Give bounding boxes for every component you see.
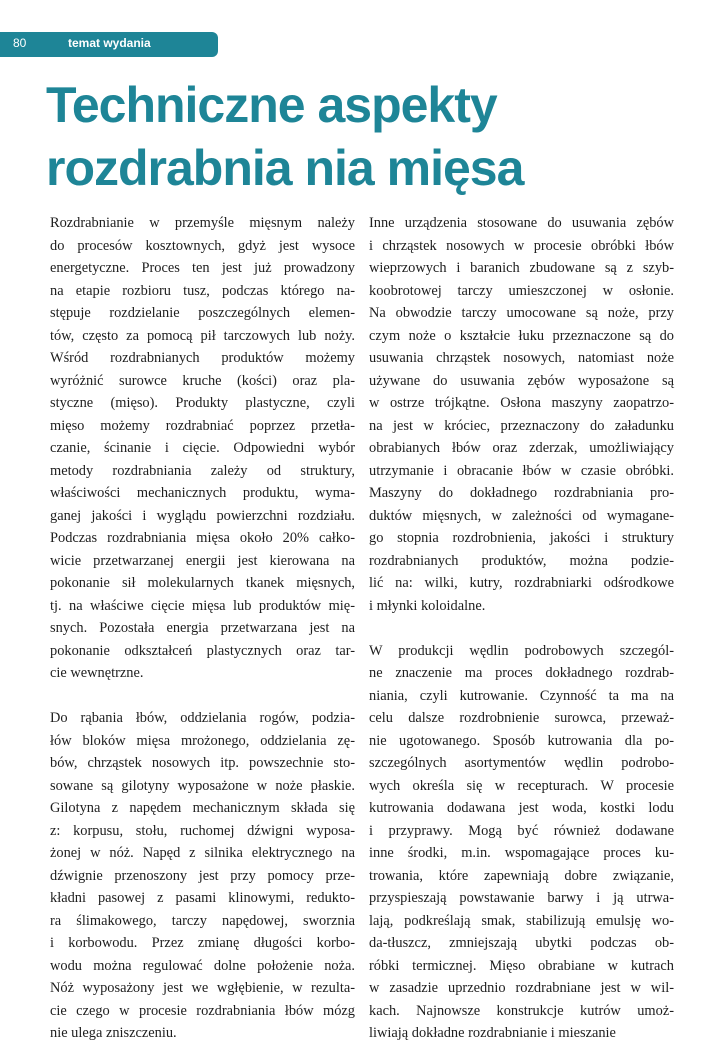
text-line: pokonanie odkształceń plastycznych oraz tar-: [50, 642, 355, 659]
article-title: [46, 74, 686, 200]
text-line: i przyprawy. Mogą być również dodawane: [369, 822, 674, 839]
text-line: wych określa się w recepturach. W procesie: [369, 777, 674, 794]
text-line: utrzymanie i obracanie łbów w czasie obróbki.: [369, 462, 674, 479]
left-column: [50, 212, 355, 1045]
text-line: Inne urządzenia stosowane do usuwania zębów: [369, 215, 674, 231]
text-line: właściwości mechanicznych produktu, wyma-: [50, 485, 355, 501]
text-line: mięso możemy rozdrabniać poprzez przetła-: [50, 417, 355, 434]
text-line: nie ugotowanego. Sposób kutrowania dla po-: [369, 732, 674, 749]
text-line: na etapie rozbioru tusz, podczas którego na-: [50, 282, 355, 299]
text-line: dźwignie przenoszony jest przy pomocy prze-: [50, 867, 355, 884]
text-line: z: korpusu, stołu, ruchomej dźwigni wyposa-: [50, 822, 355, 839]
text-line: koobrotowej tarczy umieszczonej w osłonie.: [369, 282, 674, 299]
page-number: 80: [13, 36, 27, 50]
text-line: Wśród rozdrabnianych produktów możemy: [50, 350, 355, 366]
text-line: duktów mięsnych, w zależności od wymagane-: [369, 507, 674, 524]
text-line: da-tłuszcz, zmniejszają ubytki podczas ob-: [369, 935, 674, 951]
text-line: cie czego w procesie rozdrabniania łbów mózg: [50, 1002, 355, 1019]
text-line: lają, podkreślają smak, stabilizują emulsję wo-: [369, 912, 674, 929]
title-line-2: rozdrabnia nia mięsa: [46, 140, 524, 196]
text-line: tj. na właściwe cięcie mięsa lub produktów mię-: [50, 597, 355, 614]
text-line: lić na: wilki, kutry, rozdrabniarki odśrodkowe: [369, 575, 674, 591]
text-line: ne znaczenie ma proces dokładnego rozdrab-: [369, 665, 674, 681]
right-paragraph-1: [369, 212, 674, 617]
section-label: temat wydania: [68, 36, 151, 50]
text-line: szczególnych asortymentów wędlin podrobo-: [369, 755, 674, 771]
text-line: i korbowodu. Przez zmianę długości korbo-: [50, 935, 355, 951]
text-line: i młynki koloidalne.: [369, 597, 486, 614]
right-paragraph-2: [369, 640, 674, 1045]
text-line: styczne (mięso). Produkty plastyczne, czyli: [50, 395, 355, 411]
text-line: usuwania chrząstek nosowych, natomiast noże: [369, 350, 674, 366]
text-line: Gilotyna z napędem mechanicznym składa się: [50, 800, 355, 816]
text-line: ra ślimakowego, tarczy napędowej, sworznia: [50, 912, 355, 929]
text-line: i chrząstek nosowych w procesie obróbki łbów: [369, 237, 674, 254]
text-line: żonej w nóż. Napęd z silnika elektrycznego na: [50, 845, 355, 861]
text-line: przyspieszają powstawanie barwy i ją utrwa-: [369, 890, 674, 906]
left-paragraph-2: [50, 707, 355, 1045]
text-line: w ostrze trójkątne. Osłona maszyny zaopatrzo-: [369, 395, 674, 411]
text-line: sowane są gilotyny wyposażone w noże płaskie.: [50, 777, 355, 794]
text-line: trowania, które zapewniają dobre związanie,: [369, 867, 674, 884]
text-line: łów bloków mięsa mrożonego, oddzielania zę-: [50, 732, 355, 749]
text-line: Podczas rozdrabniania mięsa około 20% całko-: [50, 530, 355, 546]
text-line: ganej jakości i wyglądu powierzchni rozdziału.: [50, 507, 355, 524]
text-line: kach. Najnowsze konstrukcje kutrów umoż-: [369, 1002, 674, 1019]
text-line: Nóż wyposażony jest we wgłębienie, w rezulta-: [50, 980, 355, 996]
text-line: rozdrabnianych produktów, można podzie-: [369, 552, 674, 569]
text-line: czanie, ścinanie i cięcie. Odpowiedni wybór: [50, 440, 355, 456]
text-line: tów, często za pomocą pił tarczowych lub noży.: [50, 327, 355, 344]
text-line: stępuje rozdzielanie poszczególnych elemen-: [50, 305, 355, 321]
text-line: wyróżnić surowce kruche (kości) oraz pla-: [50, 372, 355, 389]
text-line: wieprzowych i baranich zbudowane są z szyb-: [369, 260, 674, 276]
title-line-1: Techniczne aspekty: [46, 77, 497, 133]
text-line: Do rąbania łbów, oddzielania rogów, podzia-: [50, 710, 355, 726]
text-line: używane do usuwania zębów wyposażone są: [369, 372, 674, 389]
text-line: Na obwodzie tarczy umocowane są noże, przy: [369, 305, 674, 321]
text-line: kutrowania dodawana jest woda, kostki lodu: [369, 800, 674, 816]
text-line: obrabianych łbów oraz zderzak, umożliwiający: [369, 440, 674, 456]
text-line: Rozdrabnianie w przemyśle mięsnym należy: [50, 215, 355, 231]
text-line: snych. Pozostała energia przetwarzana jest na: [50, 620, 355, 636]
right-column: [369, 212, 674, 1045]
text-line: metody rozdrabniania zależy od struktury,: [50, 462, 355, 479]
left-paragraph-1: [50, 212, 355, 685]
text-line: nie ulega zniszczeniu.: [50, 1025, 177, 1041]
text-line: wodu można regulować dolne położenie noża.: [50, 957, 355, 974]
text-line: róbki termicznej. Mięso obrabiane w kutrach: [369, 957, 674, 974]
text-line: czym noże o kształcie łuku przeznaczone są do: [369, 327, 674, 344]
text-line: W produkcji wędlin podrobowych szczegól-: [369, 642, 674, 659]
text-line: liwiają dokładne rozdrabnianie i mieszanie: [369, 1025, 616, 1041]
text-line: do procesów kosztownych, gdyż jest wysoce: [50, 237, 355, 254]
text-line: inne środki, m.in. wspomagające proces ku-: [369, 845, 674, 861]
text-line: na jest w króciec, przeznaczony do załadunku: [369, 417, 674, 434]
text-line: niania, czyli kutrowanie. Czynność ta ma na: [369, 687, 674, 704]
text-line: wicie przetwarzanej energii jest kierowana na: [50, 552, 355, 569]
text-line: pokonanie sił molekularnych tkanek mięsnych,: [50, 575, 355, 591]
text-line: Maszyny do dokładnego rozdrabniania pro-: [369, 485, 674, 501]
text-line: energetyczne. Proces ten jest już prowadzony: [50, 260, 355, 276]
text-line: bów, chrząstek nosowych itp. powszechnie sto-: [50, 755, 355, 771]
text-line: go stopnia rozdrobnienia, jakości i struktury: [369, 530, 674, 546]
text-line: cie wewnętrzne.: [50, 665, 144, 681]
text-line: w zasadzie uprzednio rozdrabniane jest w wil-: [369, 980, 674, 996]
text-line: celu dalsze rozdrobnienie surowca, przeważ-: [369, 710, 674, 726]
text-line: kładni pasowej z pasami klinowymi, redukto-: [50, 890, 355, 906]
